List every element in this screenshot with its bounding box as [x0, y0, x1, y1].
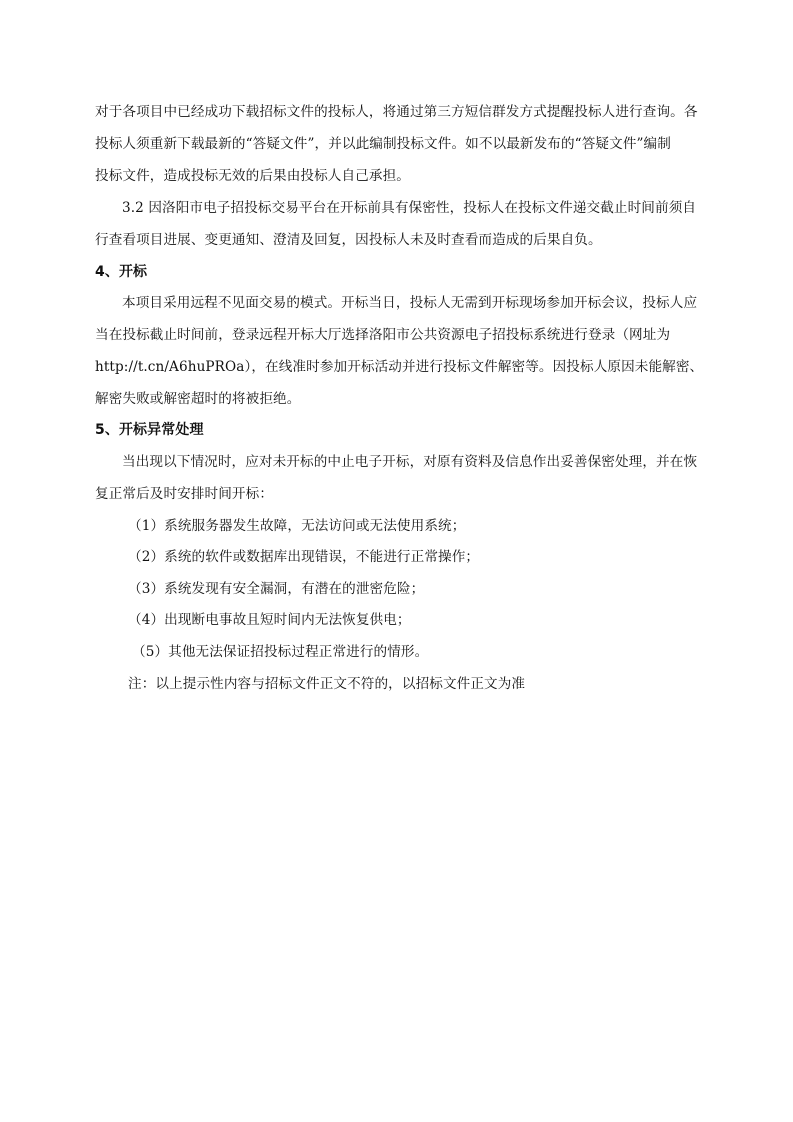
paragraph-line: 3.2 因洛阳市电子招投标交易平台在开标前具有保密性，投标人在投标文件递交截止时间前须自 [122, 200, 697, 216]
paragraph-line: 解密失败或解密超时的将被拒绝。 [95, 391, 301, 407]
paragraph-line-url: http://t.cn/A6huPROa），在线准时参加开标活动并进行投标文件解密等。因投标人原因未能解密、 [95, 359, 704, 375]
note-line: 注：以上提示性内容与招标文件正文不符的，以招标文件正文为准 [128, 676, 526, 692]
paragraph-line: 本项目采用远程不见面交易的模式。开标当日，投标人无需到开标现场参加开标会议，投标人应 [122, 295, 698, 311]
paragraph-line: 对于各项目中已经成功下载招标文件的投标人，将通过第三方短信群发方式提醒投标人进行查询。各 [95, 104, 698, 120]
paragraph-line: 复正常后及时安排时间开标： [95, 486, 274, 502]
paragraph-line: 当在投标截止时间前，登录远程开标大厅选择洛阳市公共资源电子招投标系统进行登录（网址为 [95, 327, 671, 343]
section-heading-4: 4、开标 [95, 264, 148, 280]
paragraph-line: 投标人须重新下载最新的“答疑文件”，并以此编制投标文件。如不以最新发布的“答疑文件”编制 [95, 136, 671, 152]
paragraph-line: 当出现以下情况时，应对未开标的中止电子开标，对原有资料及信息作出妥善保密处理，并在恢 [122, 454, 698, 470]
paragraph-line: 行查看项目进展、变更通知、澄清及回复，因投标人未及时查看而造成的后果自负。 [95, 232, 602, 248]
list-item: （3）系统发现有安全漏洞，有潜在的泄密危险； [128, 581, 425, 597]
list-item: （2）系统的软件或数据库出现错误，不能进行正常操作； [128, 549, 480, 565]
list-item: （4）出现断电事故且短时间内无法恢复供电； [128, 612, 411, 628]
section-heading-5: 5、开标异常处理 [95, 422, 204, 438]
list-item: （5）其他无法保证招投标过程正常进行的情形。 [132, 644, 429, 660]
list-item: （1）系统服务器发生故障，无法访问或无法使用系统； [128, 518, 466, 534]
paragraph-line: 投标文件，造成投标无效的后果由投标人自己承担。 [95, 168, 410, 184]
